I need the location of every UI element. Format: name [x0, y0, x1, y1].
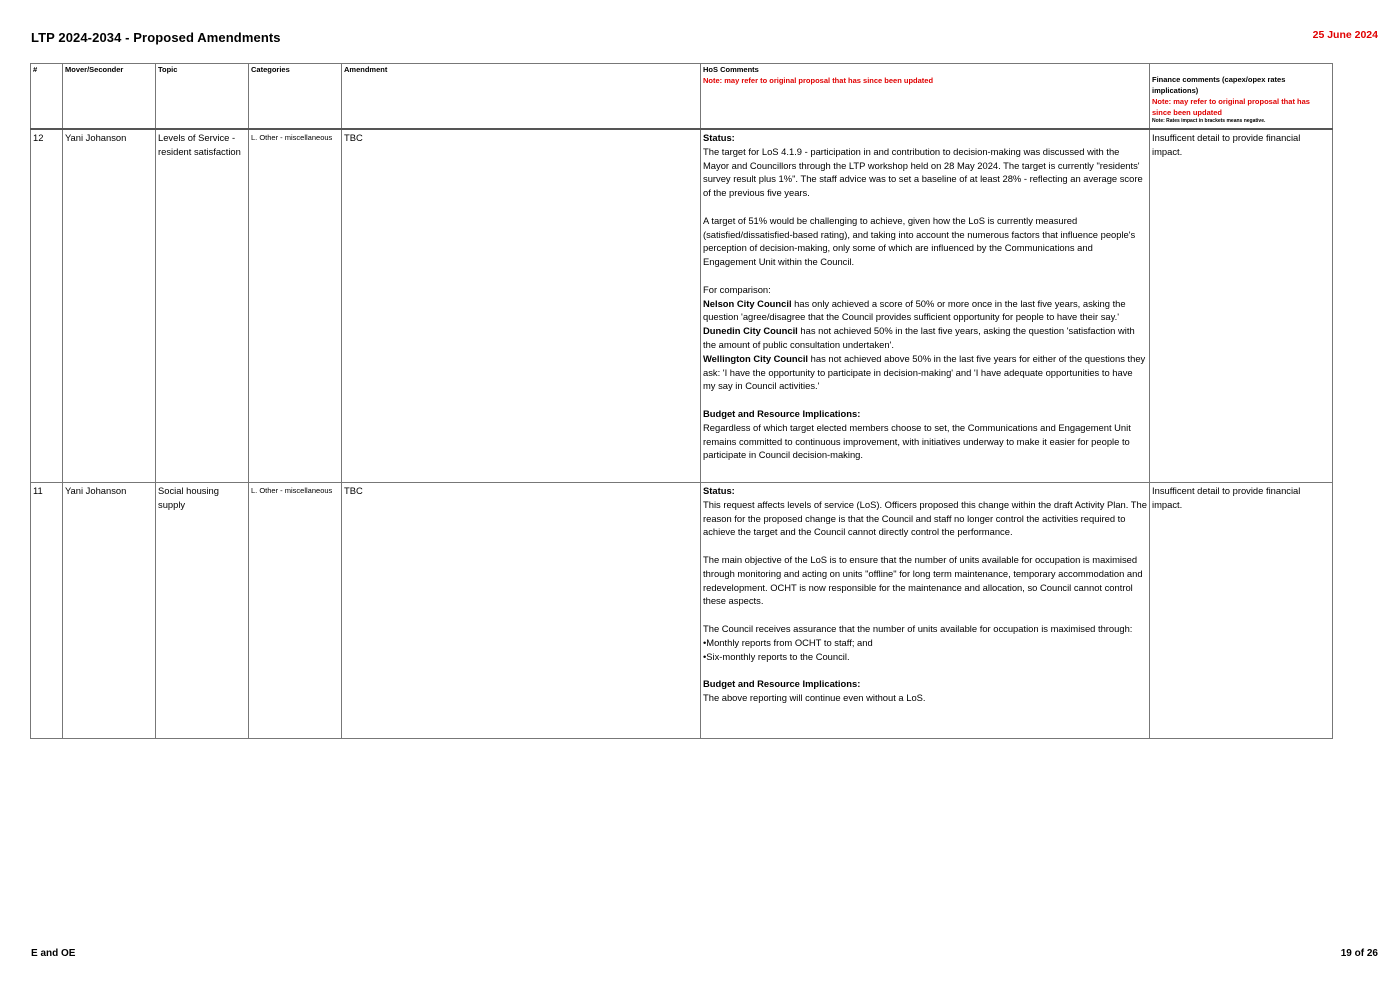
status-label: Status: [703, 132, 735, 143]
row-number: 11 [31, 483, 63, 739]
table-row [31, 129, 1333, 483]
budget-label: Budget and Resource Implications: [703, 407, 861, 419]
row-hos-comments [701, 483, 1150, 739]
table-row [31, 483, 1333, 739]
comparison-text: has not achieved above 50% in the last five years for either of the questions they ask: 'I have the opportunity to participate in decision-making' and 'I have adequate opportunities to have my say in Council activities.' [703, 352, 1146, 392]
hos-paragraph: The above reporting will continue even without a LoS. [703, 691, 926, 703]
col-header-number: # [31, 64, 63, 130]
document-date: 25 June 2024 [1312, 29, 1378, 41]
row-category: L. Other - miscellaneous [249, 129, 342, 483]
comparison-label: For comparison: [703, 283, 771, 295]
comparison-item [703, 324, 1147, 352]
row-mover: Yani Johanson [63, 483, 156, 739]
hos-paragraph: The main objective of the LoS is to ensure that the number of units available for occupation is maximised through monitoring and acting on units "offline" for long term maintenance, temporary accommodation and redevelopment. OCHT is now responsible for the maintenance and allocation, so Council cannot control these aspects. [703, 553, 1143, 607]
comparison-text: has not achieved 50% in the last five years, asking the question 'satisfaction with the amount of public consultation undertaken'. [703, 325, 1135, 350]
comparison-item [703, 352, 1147, 393]
col-header-mover: Mover/Seconder [63, 64, 156, 130]
hos-header-note: Note: may refer to original proposal that has since been updated [703, 75, 934, 85]
row-finance-comments: Insufficent detail to provide financial impact. [1150, 483, 1333, 739]
council-name: Dunedin City Council [703, 325, 798, 337]
col-header-amendment: Amendment [342, 64, 701, 130]
bullet-item: •Six-monthly reports to the Council. [703, 650, 850, 662]
finance-header-rates-note: Note: Rates impact in brackets means negative. [1152, 117, 1266, 124]
amendments-table [30, 63, 1333, 739]
hos-paragraph: This request affects levels of service (LoS). Officers proposed this change within the draft Activity Plan. The reason for the proposed change is that the Council and staff no longer control the activities required to achieve the target and the Council cannot directly control the performance. [703, 498, 1147, 538]
council-name: Wellington City Council [703, 352, 809, 364]
row-hos-comments [701, 129, 1150, 483]
bullet-item: •Monthly reports from OCHT to staff; and [703, 636, 873, 648]
hos-paragraph: A target of 51% would be challenging to achieve, given how the LoS is currently measured (satisfied/dissatisfied-based rating), and taking into account the numerous factors that influence people's perception of decision-making, only some of which are influenced by the Communications and Engagement Unit within the Council. [703, 214, 1136, 268]
row-category: L. Other - miscellaneous [249, 483, 342, 739]
col-header-topic: Topic [156, 64, 249, 130]
page-title: LTP 2024-2034 - Proposed Amendments [31, 30, 281, 45]
row-topic: Levels of Service - resident satisfaction [156, 129, 249, 483]
comparison-text: has only achieved a score of 50% or more once in the last five years, asking the question 'agree/disagree that the Council provides sufficient opportunity for people to have their say.' [703, 297, 1126, 323]
finance-header-note: Note: may refer to original proposal that has since been updated [1152, 96, 1310, 117]
hos-header-label: HoS Comments [703, 65, 759, 74]
row-finance-comments: Insufficent detail to provide financial impact. [1150, 129, 1333, 483]
row-amendment: TBC [342, 129, 701, 483]
council-name: Nelson City Council [703, 297, 792, 309]
row-mover: Yani Johanson [63, 129, 156, 483]
budget-label: Budget and Resource Implications: [703, 678, 861, 690]
hos-paragraph: The Council receives assurance that the number of units available for occupation is maximised through: [703, 622, 1133, 634]
status-label: Status: [703, 485, 735, 496]
col-header-categories: Categories [249, 64, 342, 130]
finance-header-label: Finance comments (capex/opex rates implications) [1152, 75, 1286, 95]
page-number: 19 of 26 [1340, 948, 1378, 959]
row-amendment: TBC [342, 483, 701, 739]
table-header-row [31, 64, 1333, 130]
hos-paragraph: Regardless of which target elected members choose to set, the Communications and Engagement Unit remains committed to continuous improvement, with initiatives underway to make it easier for people to participate in Council decision-making. [703, 421, 1131, 461]
footer-disclaimer: E and OE [31, 948, 76, 959]
comparison-item [703, 297, 1147, 325]
hos-paragraph: The target for LoS 4.1.9 - participation in and contribution to decision-making was discussed with the Mayor and Councillors through the LTP workshop held on 28 May 2024. The target is currently "residents' survey result plus 1%". The staff advice was to set a baseline of at least 28% - reflecting an average score of the previous five years. [703, 145, 1143, 199]
col-header-finance [1150, 64, 1333, 130]
row-topic: Social housing supply [156, 483, 249, 739]
col-header-hos [701, 64, 1150, 130]
row-number: 12 [31, 129, 63, 483]
